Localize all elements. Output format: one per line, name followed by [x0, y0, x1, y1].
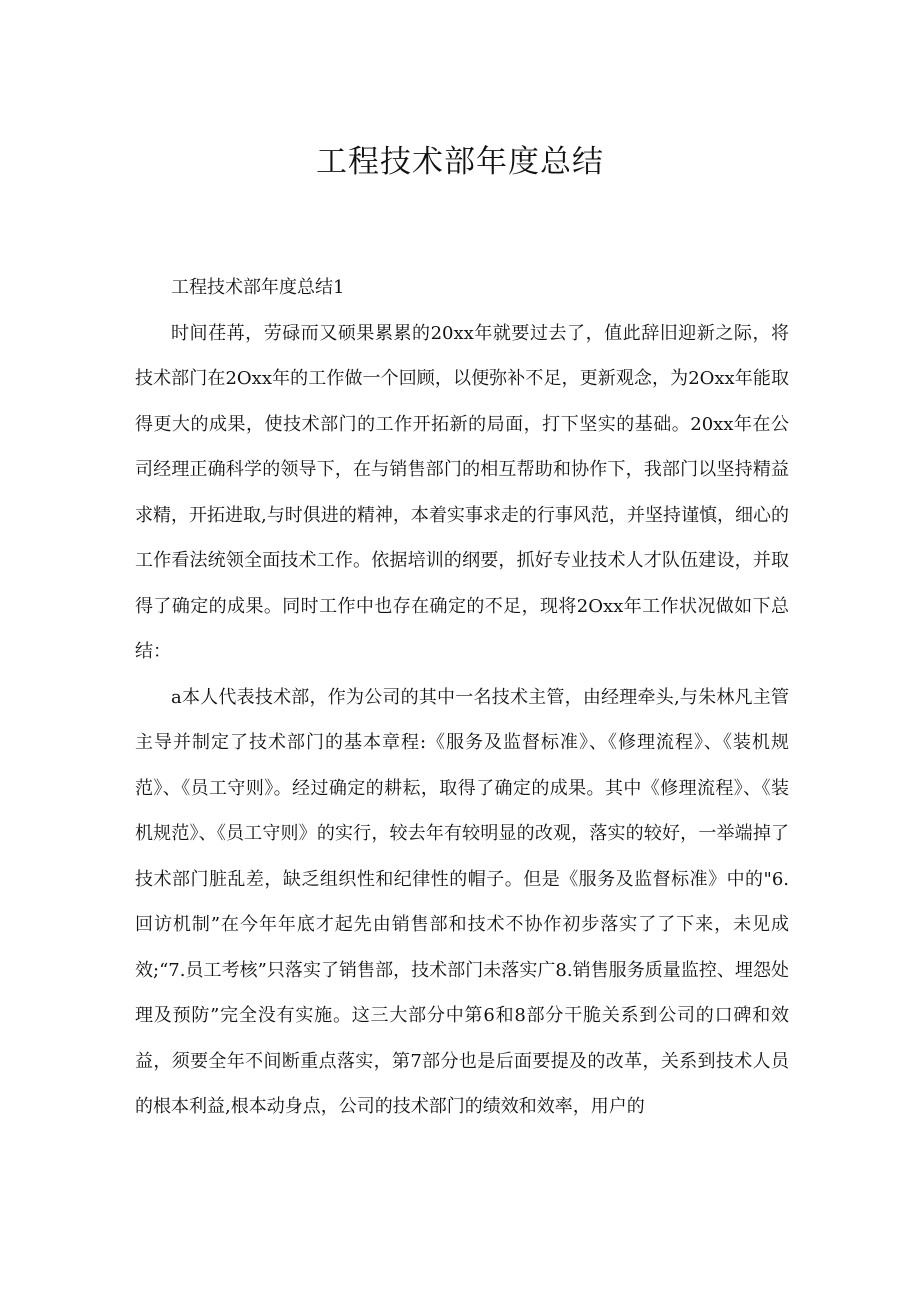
document-body	[135, 265, 789, 1130]
paragraph-a: a本人代表技术部，作为公司的其中一名技术主管，由经理牵头,与朱林凡主管主导并制定了技术部门的基本章程:《服务及监督标准》、《修理流程》、《装机规范》、《员工守则》。经过确定的耕耘，取得了确定的成果。其中《修理流程》、《装机规范》、《员工守则》的实行，较去年有较明显的改观，落实的较好，一举端掉了技术部门脏乱差，缺乏组织性和纪律性的帽子。但是《服务及监督标准》中的"6.回访机制”在今年年底才起先由销售部和技术不协作初步落实了了下来，未见成效;“7.员工考核”只落实了销售部，技术部门未落实广8.销售服务质量监控、埋怨处理及预防”完全没有实施。这三大部分中第6和8部分干脆关系到公司的口碑和效益，须要全年不间断重点落实，第7部分也是后面要提及的改革，关系到技术人员的根本利益,根本动身点，公司的技术部门的绩效和效率，用户的	[135, 686, 789, 1117]
document-title: 工程技术部年度总结	[316, 144, 604, 180]
section-heading: 工程技术部年度总结1	[171, 277, 345, 298]
paragraph-intro: 时间荏苒，劳碌而又硕果累累的20xx年就要过去了，值此辞旧迎新之际，将技术部门在2Oxx年的工作做一个回顾，以便弥补不足，更新观念，为2Oxx年能取得更大的成果，使技术部门的工作开拓新的局面，打下坚实的基础。20xx年在公司经理正确科学的领导下，在与销售部门的相互帮助和协作下，我部门以坚持精益求精，开拓进取,与时俱进的精神，本着实事求走的行事风范，并坚持谨慎，细心的工作看法统领全面技术工作。依据培训的纲要，抓好专业技术人才队伍建设，并取得了确定的成果。同时工作中也存在确定的不足，现将2Oxx年工作状况做如下总结：	[135, 322, 789, 662]
